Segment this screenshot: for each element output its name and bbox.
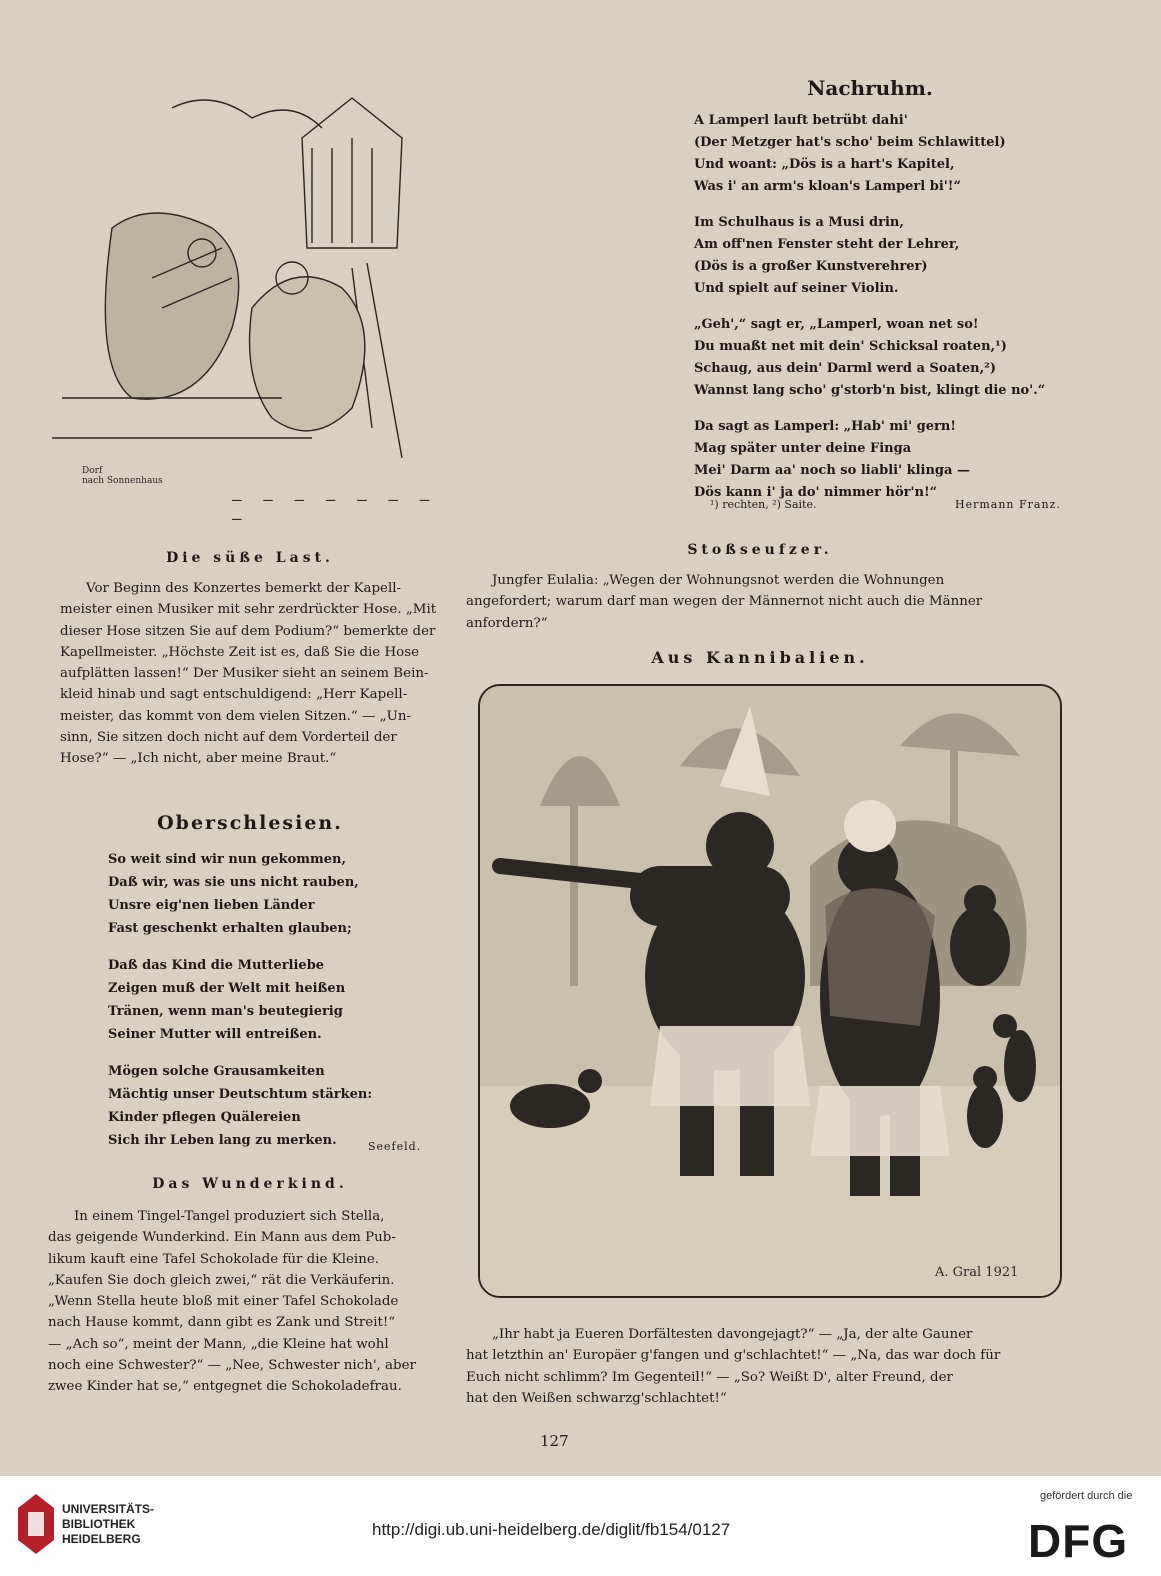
verse-line: Fast geschenkt erhalten glauben;	[108, 921, 352, 936]
verse-line: Mächtig unser Deutschtum stärken:	[108, 1087, 373, 1102]
verse-line: Unsre eig'nen lieben Länder	[108, 898, 315, 913]
verse-line: Was i' an arm's kloan's Lamperl bi'!“	[694, 179, 961, 194]
prose-line: das geigende Wunderkind. Ein Mann aus dem Pub-	[48, 1230, 396, 1246]
verse-line: Dös kann i' ja do' nimmer hör'n!“	[694, 485, 938, 500]
verse-line: Da sagt as Lamperl: „Hab' mi' gern!	[694, 419, 956, 434]
nachruhm-author: Hermann Franz.	[955, 498, 1061, 511]
verse-line: Und woant: „Dös is a hart's Kapitel,	[694, 157, 955, 172]
kannibalien-drawing	[480, 686, 1060, 1296]
prose-line: meister, das kommt von dem vielen Sitzen.“ — „Un-	[60, 708, 412, 724]
logo-line: UNIVERSITÄTS-	[62, 1502, 155, 1516]
nachruhm-stanza	[694, 416, 1045, 504]
prose-line: zwee Kinder hat se,“ entgegnet die Schokoladefrau.	[48, 1379, 402, 1395]
prose-line: nach Hause kommt, dann gibt es Zank und Streit!“	[48, 1315, 396, 1331]
verse-line: Schaug, aus dein' Darml werd a Soaten,²)	[694, 361, 996, 376]
nachruhm-stanza	[694, 212, 1045, 300]
prose-line: hat den Weißen schwarzg'schlachtet!“	[466, 1390, 727, 1406]
verse-line: Mei' Darm aa' noch so liabli' klinga —	[694, 463, 970, 478]
verse-line: Und spielt auf seiner Violin.	[694, 281, 899, 296]
prose-line: sinn, Sie sitzen doch nicht auf dem Vorderteil der	[60, 730, 397, 746]
university-logo-icon	[18, 1494, 54, 1554]
prose-line: Kapellmeister. „Höchste Zeit ist es, daß Sie die Hose	[60, 644, 420, 660]
village-women-drawing	[52, 78, 452, 488]
verse-line: (Der Metzger hat's scho' beim Schlawittel)	[694, 135, 1006, 150]
verse-line: Sich ihr Leben lang zu merken.	[108, 1133, 337, 1148]
verse-line: Seiner Mutter will entreißen.	[108, 1027, 322, 1042]
sponsor-text: gefördert durch die	[1040, 1490, 1133, 1502]
village-women-illustration	[52, 78, 452, 488]
artist-signature: A. Gral 1921	[935, 1265, 1019, 1280]
verse-line: A Lamperl lauft betrübt dahi'	[694, 113, 908, 128]
dfg-logo[interactable]: DFG	[1028, 1515, 1129, 1567]
oberschlesien-stanza	[108, 848, 372, 940]
oberschlesien-stanza	[108, 1060, 372, 1152]
prose-line: dieser Hose sitzen Sie auf dem Podium?“ bemerkte der	[60, 623, 436, 639]
logo-line: BIBLIOTHEK	[62, 1517, 136, 1531]
verse-line: Tränen, wenn man's beutegierig	[108, 1004, 343, 1019]
prose-line: „Kaufen Sie doch gleich zwei,“ rät die Verkäuferin.	[48, 1272, 395, 1288]
oberschlesien-title: Oberschlesien.	[157, 812, 343, 834]
kannibalien-caption	[466, 1324, 1076, 1409]
prose-line: In einem Tingel-Tangel produziert sich Stella,	[74, 1209, 385, 1224]
page-number: 127	[540, 1432, 569, 1450]
prose-line: Euch nicht schlimm? Im Gegenteil!“ — „So? Weißt D', alter Freund, der	[466, 1369, 953, 1385]
verse-line: Daß das Kind die Mutterliebe	[108, 958, 325, 973]
prose-line: kleid hinab und sagt entschuldigend: „Herr Kapell-	[60, 687, 408, 703]
prose-line: aufplätten lassen!“ Der Musiker sieht an seinem Bein-	[60, 666, 429, 682]
prose-line: hat letzthin an' Europäer g'fangen und g'schlachtet!“ — „Na, das war doch für	[466, 1348, 1001, 1364]
oberschlesien-poem	[108, 848, 372, 1166]
prose-line: „Ihr habt ja Eueren Dorfältesten davongejagt?“ — „Ja, der alte Gauner	[492, 1327, 973, 1342]
verse-line: So weit sind wir nun gekommen,	[108, 852, 347, 867]
verse-line: Im Schulhaus is a Musi drin,	[694, 215, 904, 230]
logo-line: HEIDELBERG	[62, 1532, 141, 1546]
stossseufzer-text	[466, 570, 1076, 634]
prose-line: noch eine Schwester?“ — „Nee, Schwester nich', aber	[48, 1358, 416, 1374]
prose-line: „Wenn Stella heute bloß mit einer Tafel Schokolade	[48, 1294, 399, 1310]
verse-line: Am off'nen Fenster steht der Lehrer,	[694, 237, 960, 252]
nachruhm-footnote: ¹) rechten, ²) Saite.	[710, 498, 817, 511]
wunderkind-title: Das Wunderkind.	[152, 1176, 348, 1192]
prose-line: anfordern?“	[466, 615, 548, 631]
prose-line: angefordert; warum darf man wegen der Männernot nicht auch die Männer	[466, 594, 983, 610]
verse-line: Mögen solche Grausamkeiten	[108, 1064, 325, 1079]
prose-line: Vor Beginn des Konzertes bemerkt der Kapell-	[86, 581, 402, 596]
divider-dashes: — — — — — — — —	[232, 490, 436, 528]
nachruhm-title: Nachruhm.	[807, 76, 933, 100]
suesse-last-title: Die süße Last.	[166, 550, 334, 566]
verse-line: Zeigen muß der Welt mit heißen	[108, 981, 346, 996]
verse-line: Wannst lang scho' g'storb'n bist, klingt die no'.“	[694, 383, 1046, 398]
wunderkind-text	[48, 1206, 444, 1398]
verse-line: Kinder pflegen Quälereien	[108, 1110, 301, 1125]
verse-line: „Geh',“ sagt er, „Lamperl, woan net so!	[694, 317, 979, 332]
illustration-signature-2: nach Sonnenhaus	[82, 476, 163, 486]
university-logo-text[interactable]	[62, 1502, 154, 1547]
nachruhm-stanza	[694, 110, 1045, 198]
kannibalien-title: Aus Kannibalien.	[651, 648, 869, 667]
suesse-last-text	[60, 578, 440, 770]
illustration-signature-1: Dorf	[82, 466, 103, 476]
nachruhm-stanza	[694, 314, 1045, 402]
footer-bar	[0, 1476, 1161, 1576]
prose-line: likum kauft eine Tafel Schokolade für die Kleine.	[48, 1251, 380, 1267]
kannibalien-illustration	[478, 684, 1062, 1298]
oberschlesien-author: Seefeld.	[368, 1140, 422, 1153]
verse-line: Du muaßt net mit dein' Schicksal roaten,¹)	[694, 339, 1007, 354]
oberschlesien-stanza	[108, 954, 372, 1046]
source-url-link[interactable]: http://digi.ub.uni-heidelberg.de/diglit/fb154/0127	[372, 1520, 731, 1539]
stossseufzer-title: Stoßseufzer.	[687, 542, 833, 558]
prose-line: Jungfer Eulalia: „Wegen der Wohnungsnot werden die Wohnungen	[492, 573, 945, 588]
prose-line: — „Ach so“, meint der Mann, „die Kleine hat wohl	[48, 1336, 389, 1352]
verse-line: (Dös is a großer Kunstverehrer)	[694, 259, 928, 274]
verse-line: Mag später unter deine Finga	[694, 441, 912, 456]
prose-line: meister einen Musiker mit sehr zerdrückter Hose. „Mit	[60, 602, 437, 618]
nachruhm-poem	[694, 110, 1045, 518]
prose-line: Hose?“ — „Ich nicht, aber meine Braut.“	[60, 751, 337, 767]
verse-line: Daß wir, was sie uns nicht rauben,	[108, 875, 359, 890]
